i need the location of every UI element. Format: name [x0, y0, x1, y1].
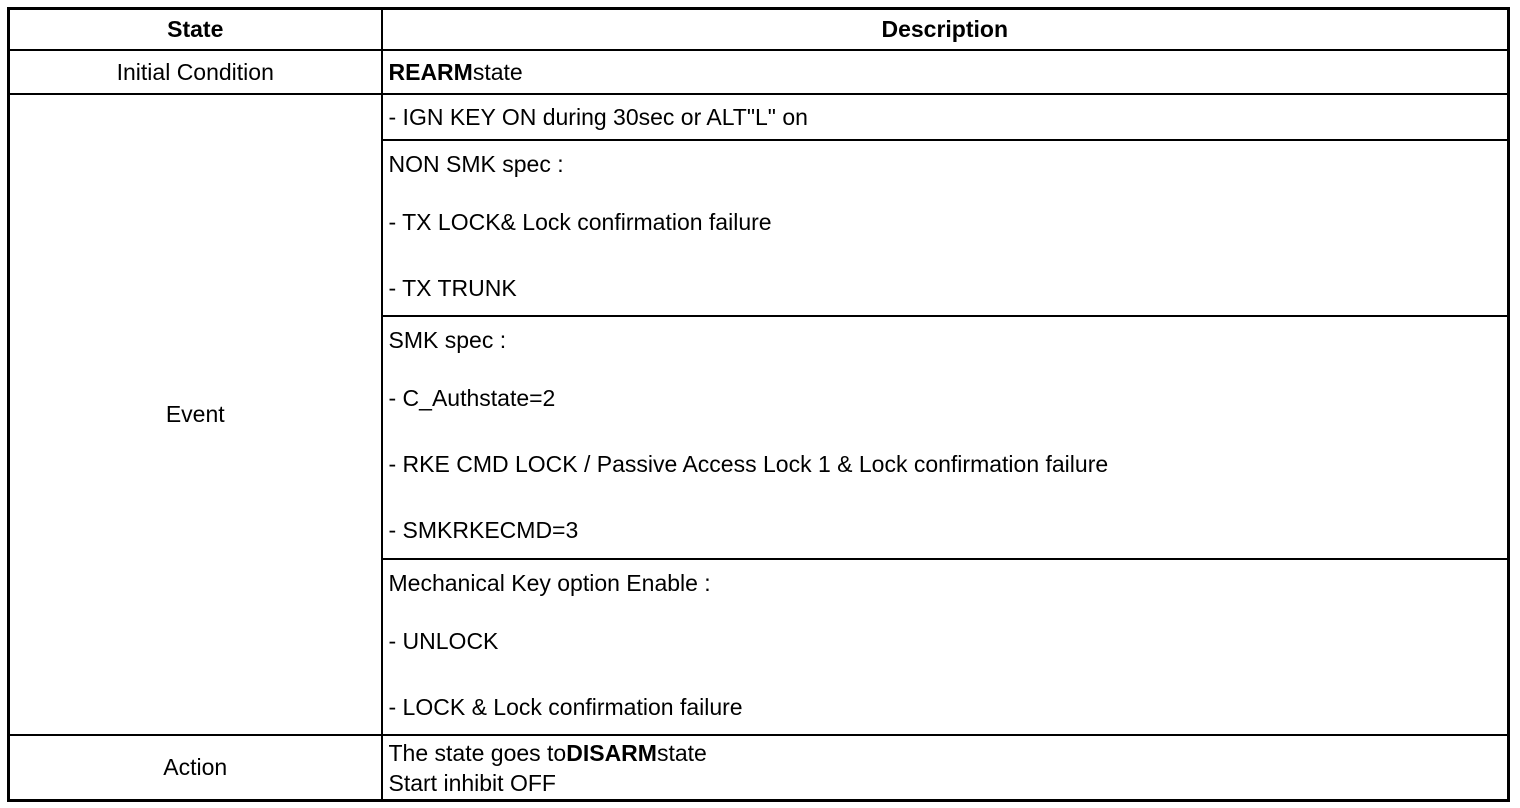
initial-condition-desc	[382, 50, 1509, 94]
mech-title: Mechanical Key option Enable :	[388, 570, 711, 596]
disarm-bold: DISARM	[566, 739, 657, 766]
header-state: State	[9, 9, 382, 51]
action-prefix: The state goes to	[388, 739, 567, 766]
list-item: - SMKRKECMD=3	[388, 517, 579, 543]
smk-title: SMK spec :	[388, 327, 507, 353]
event-ign-key: - IGN KEY ON during 30sec or ALT"L" on	[382, 94, 1509, 140]
header-row	[9, 9, 1509, 51]
header-description: Description	[382, 9, 1509, 51]
table-row	[9, 735, 1509, 801]
table-row	[9, 94, 1509, 140]
action-desc	[382, 735, 1509, 801]
action-line2: Start inhibit OFF	[388, 769, 556, 796]
event-non-smk	[382, 140, 1509, 316]
rearm-bold: REARM	[388, 58, 473, 85]
event-label: Event	[9, 94, 382, 735]
action-line1	[389, 740, 707, 766]
non-smk-title: NON SMK spec :	[388, 151, 564, 177]
list-item: - TX TRUNK	[388, 275, 517, 301]
state-table	[7, 7, 1510, 802]
action-label: Action	[9, 735, 382, 801]
initial-rest: state	[472, 58, 523, 85]
event-mech-key	[382, 559, 1509, 735]
action-suffix: state	[656, 739, 707, 766]
initial-condition-label: Initial Condition	[9, 50, 382, 94]
list-item: - LOCK & Lock confirmation failure	[388, 694, 743, 720]
list-item: - TX LOCK& Lock confirmation failure	[388, 209, 772, 235]
list-item: - RKE CMD LOCK / Passive Access Lock 1 & Lock confirmation failure	[388, 451, 1109, 477]
list-item: - UNLOCK	[388, 628, 499, 654]
list-item: - C_Authstate=2	[388, 385, 556, 411]
event-smk	[382, 316, 1509, 559]
table-row	[9, 50, 1509, 94]
